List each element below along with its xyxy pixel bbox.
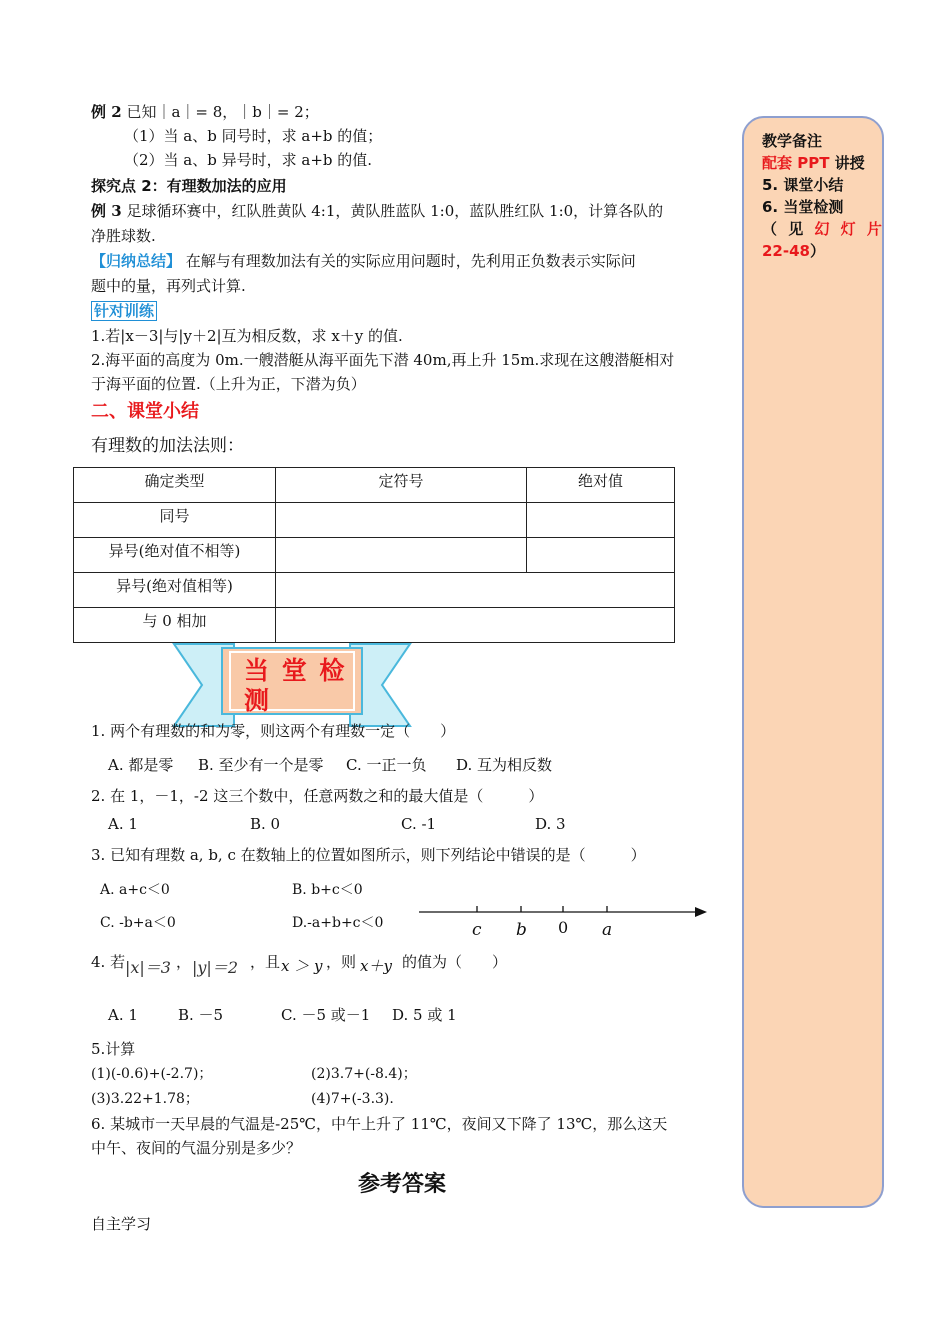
quiz-q2-option-d: D. 3 — [535, 815, 566, 833]
quiz-q4-condition: x ＞ y — [281, 957, 323, 975]
practice-2-line2: 于海平面的位置.（上升为正，下潜为负） — [91, 375, 366, 393]
quiz-q1-option-c: C. 一正一负 — [346, 756, 427, 774]
table-cell-empty — [276, 538, 527, 573]
example-3-line2: 净胜球数. — [91, 227, 156, 245]
number-line-label-a: a — [602, 920, 613, 940]
quiz-q1-option-b: B. 至少有一个是零 — [198, 756, 324, 774]
summary-line2: 题中的量，再列式计算. — [91, 277, 246, 295]
sidebar-line-2: 5. 课堂小结 — [762, 176, 844, 194]
quiz-q4-prefix: 4. 若 — [91, 953, 126, 971]
summary-line1 — [91, 249, 636, 273]
table-row-label: 异号(绝对值不相等) — [74, 538, 276, 573]
number-line-label-0: 0 — [558, 918, 569, 937]
table-row — [74, 608, 675, 643]
quiz-q4-mid: ，且 — [250, 953, 281, 971]
quiz-q3-option-c: C. -b+a＜0 — [100, 915, 176, 931]
quiz-q3: 3. 已知有理数 a, b, c 在数轴上的位置如图所示，则下列结论中错误的是（ ） — [91, 846, 646, 864]
quiz-q3-option-b: B. b+c＜0 — [292, 882, 363, 898]
quiz-q4-then: ，则 — [326, 953, 357, 971]
quiz-q4-option-b: B. －5 — [178, 1006, 224, 1024]
quiz-q5: 5.计算 — [91, 1040, 136, 1058]
quiz-banner-line1: 当 堂 检 — [244, 656, 347, 685]
table-header-abs: 绝对值 — [527, 468, 675, 503]
quiz-q4-option-c: C. －5 或－1 — [281, 1006, 371, 1024]
quiz-q3-option-a: A. a+c＜0 — [100, 882, 170, 898]
table-header-type: 确定类型 — [74, 468, 276, 503]
quiz-q2-option-b: B. 0 — [250, 815, 281, 833]
table-row-label: 异号(绝对值相等) — [74, 573, 276, 608]
practice-1: 1.若|x－3|与|y＋2|互为相反数，求 x＋y 的值. — [91, 327, 403, 345]
sidebar-close-paren: ） — [809, 242, 825, 260]
example-2-label: 例 2 — [91, 103, 122, 121]
answers-subtitle: 自主学习 — [91, 1215, 152, 1233]
quiz-q4-abs-y: |y|＝2 — [192, 958, 239, 977]
table-cell-empty — [276, 503, 527, 538]
quiz-q2: 2. 在 1，－1，-2 这三个数中，任意两数之和的最大值是（ ） — [91, 787, 544, 805]
example-3-label: 例 3 — [91, 202, 122, 220]
quiz-banner-line2: 测 — [244, 686, 270, 715]
example-2-line — [91, 100, 319, 124]
sidebar-slides-label: 幻 灯 片 — [814, 220, 885, 238]
table-header-row — [74, 468, 675, 503]
sidebar-line-5 — [762, 240, 825, 262]
practice-tag: 针对训练 — [91, 301, 157, 321]
sidebar-title: 教学备注 — [762, 132, 823, 150]
quiz-q4-option-a: A. 1 — [108, 1006, 138, 1024]
sidebar-line-4 — [762, 218, 885, 240]
sidebar-slide-range: 22-48 — [762, 242, 810, 260]
sidebar-ppt-label: 配套 PPT — [762, 154, 830, 172]
quiz-q3-option-d: D.-a+b+c＜0 — [292, 915, 384, 931]
table-row-label: 与 0 相加 — [74, 608, 276, 643]
quiz-q5-item-3: (3)3.22+1.78； — [91, 1091, 199, 1107]
quiz-q1-option-d: D. 互为相反数 — [456, 756, 553, 774]
example-2-q1: （1）当 a、b 同号时，求 a+b 的值； — [124, 127, 383, 145]
teaching-notes-sidebar — [742, 116, 884, 1208]
explore-point-2-heading: 探究点 2：有理数加法的应用 — [91, 177, 287, 195]
addition-rules-table — [73, 467, 675, 643]
quiz-q6-line1: 6. 某城市一天早晨的气温是-25℃，中午上升了 11℃，夜间又下降了 13℃，那么这天 — [91, 1115, 668, 1133]
addition-rule-title: 有理数的加法法则： — [91, 436, 244, 456]
quiz-q5-item-1: (1)(-0.6)+(-2.7)； — [91, 1066, 213, 1082]
number-line-arrow — [695, 907, 707, 917]
quiz-q1: 1. 两个有理数的和为零，则这两个有理数一定（ ） — [91, 722, 456, 740]
quiz-q2-option-a: A. 1 — [108, 815, 138, 833]
table-row — [74, 573, 675, 608]
number-line-label-b: b — [516, 920, 527, 940]
table-header-sign: 定符号 — [276, 468, 527, 503]
quiz-q4-sum: x＋y — [360, 957, 392, 975]
example-2-given: 已知｜a｜= 8，｜b｜= 2； — [126, 103, 319, 121]
sidebar-line-3: 6. 当堂检测 — [762, 198, 844, 216]
section-2-heading: 二、课堂小结 — [91, 401, 199, 422]
quiz-q4-comma: ， — [176, 953, 192, 971]
table-cell-empty — [527, 538, 675, 573]
table-cell-empty — [276, 573, 675, 608]
quiz-q4-abs-x: |x|＝3 — [125, 958, 171, 977]
example-3-line1 — [91, 199, 663, 223]
quiz-q5-item-4: (4)7+(-3.3). — [311, 1091, 394, 1107]
table-cell-empty — [527, 503, 675, 538]
quiz-q4-suffix: 的值为（ ） — [402, 953, 508, 971]
practice-tag-line — [91, 299, 157, 323]
quiz-q2-option-c: C. -1 — [401, 815, 437, 833]
sidebar-teach-label: 讲授 — [829, 154, 865, 172]
number-line-label-c: c — [472, 920, 482, 940]
table-row — [74, 503, 675, 538]
summary-text: 在解与有理数加法有关的实际应用问题时，先利用正负数表示实际问 — [185, 252, 636, 270]
sidebar-line-1 — [762, 152, 865, 174]
example-2-q2: （2）当 a、b 异号时，求 a+b 的值. — [124, 151, 373, 169]
quiz-q6-line2: 中午、夜间的气温分别是多少？ — [91, 1139, 302, 1157]
quiz-q4-option-d: D. 5 或 1 — [392, 1006, 457, 1024]
practice-2-line1: 2.海平面的高度为 0m.一艘潜艇从海平面先下潜 40m,再上升 15m.求现在这艘潜艇相对 — [91, 351, 675, 369]
table-row-label: 同号 — [74, 503, 276, 538]
answers-title: 参考答案 — [358, 1172, 447, 1197]
example-3-text: 足球循环赛中，红队胜黄队 4:1，黄队胜蓝队 1:0，蓝队胜红队 1:0，计算各队的 — [126, 202, 664, 220]
sidebar-see-label: （ 见 — [762, 220, 815, 238]
summary-tag: 【归纳总结】 — [91, 252, 182, 270]
quiz-q1-option-a: A. 都是零 — [108, 756, 174, 774]
table-row — [74, 538, 675, 573]
table-cell-empty — [276, 608, 675, 643]
quiz-q5-item-2: (2)3.7+(-8.4)； — [311, 1066, 417, 1082]
